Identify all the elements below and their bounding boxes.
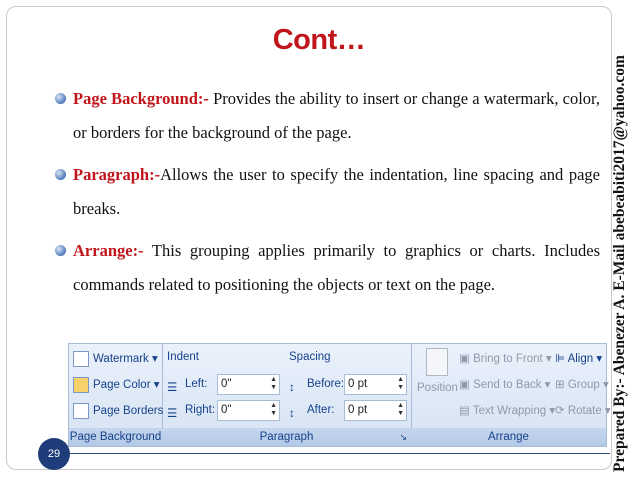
slide-title: Cont… [272, 24, 366, 56]
indent-left-input[interactable]: 0" ▲ ▼ [217, 374, 280, 395]
position-label: Position [417, 382, 458, 394]
ribbon-image [68, 343, 611, 447]
indent-right-label: ☰ Right: [167, 404, 216, 420]
indent-left-label: ☰ Left: [167, 378, 208, 394]
footer-line [70, 453, 610, 454]
bring-to-front-icon: ▣ [459, 353, 474, 365]
rotate-icon: ⟳ [555, 405, 568, 417]
arrange-group [411, 344, 611, 446]
position-button[interactable] [417, 348, 457, 410]
group-icon: ⊞ [555, 379, 568, 391]
indent-right-icon: ☰ [167, 407, 178, 420]
paragraph-group-label: Paragraph [162, 428, 411, 446]
spacing-after-label: ↕ After: [289, 404, 335, 420]
text-wrapping-button[interactable]: ▤ Text Wrapping ▾ [459, 405, 556, 417]
spinner-arrows-icon[interactable]: ▲ ▼ [270, 376, 277, 391]
rotate-button[interactable]: ⟳ Rotate ▾ [555, 405, 611, 417]
bullet-arrange [55, 234, 600, 302]
bullet-icon [55, 93, 66, 104]
page-background-group [69, 344, 163, 446]
page-borders-icon [73, 403, 89, 419]
send-to-back-icon: ▣ [459, 379, 474, 391]
text-wrapping-icon: ▤ [459, 405, 473, 417]
dialog-launcher-icon[interactable]: ↘ [399, 432, 407, 442]
bullet-text: This grouping applies primarily to graphics or charts. Includes commands related to positioning the objects or text on the page. [73, 241, 600, 294]
bullet-term: Arrange:- [73, 241, 144, 260]
author-credit: Prepared By:- Abenezer A. E-Mail abebeabiti2017@yahoo.com [611, 55, 628, 472]
page-background-group-label: Page Background [69, 428, 162, 446]
bullet-text: Allows the user to specify the indentation, line spacing and page breaks. [73, 165, 600, 218]
page-color-icon [73, 377, 89, 393]
indent-left-icon: ☰ [167, 381, 178, 394]
spacing-after-input[interactable]: 0 pt ▲ ▼ [344, 400, 407, 421]
bullet-text: Provides the ability to insert or change a watermark, color, or borders for the background of the page. [73, 89, 601, 142]
slide-number: 29 [38, 438, 70, 470]
align-button[interactable]: ⊫ Align ▾ [555, 353, 603, 365]
spacing-before-label: ↕ Before: [289, 378, 345, 394]
bullet-icon [55, 245, 66, 256]
spacing-before-icon: ↕ [289, 381, 295, 394]
watermark-icon [73, 351, 89, 367]
spacing-before-input[interactable]: 0 pt ▲ ▼ [344, 374, 407, 395]
spinner-arrows-icon[interactable]: ▲ ▼ [270, 402, 277, 417]
spinner-arrows-icon[interactable]: ▲ ▼ [397, 402, 404, 417]
arrange-group-label: Arrange [411, 428, 606, 446]
page-borders-button[interactable] [73, 400, 163, 422]
bullet-term: Page Background:- [73, 89, 209, 108]
paragraph-group [162, 344, 412, 446]
bullet-icon [55, 169, 66, 180]
bullet-term: Paragraph:- [73, 165, 161, 184]
bring-to-front-button[interactable]: ▣ Bring to Front ▾ [459, 353, 552, 365]
watermark-label: Watermark [93, 353, 149, 365]
spacing-title: Spacing [289, 351, 331, 363]
group-button[interactable]: ⊞ Group ▾ [555, 379, 609, 391]
indent-right-input[interactable]: 0" ▲ ▼ [217, 400, 280, 421]
page-color-button[interactable]: Page Color ▾ [73, 374, 160, 396]
bullet-page-background [55, 82, 600, 150]
align-icon: ⊫ [555, 353, 568, 365]
watermark-button[interactable]: Watermark ▾ [73, 348, 158, 370]
page-color-label: Page Color [93, 379, 151, 391]
page-borders-label: Page Borders [93, 405, 164, 417]
bullet-paragraph [55, 158, 600, 226]
position-icon [426, 348, 448, 376]
spacing-after-icon: ↕ [289, 407, 295, 420]
indent-title: Indent [167, 351, 199, 363]
send-to-back-button[interactable]: ▣ Send to Back ▾ [459, 379, 551, 391]
spinner-arrows-icon[interactable]: ▲ ▼ [397, 376, 404, 391]
